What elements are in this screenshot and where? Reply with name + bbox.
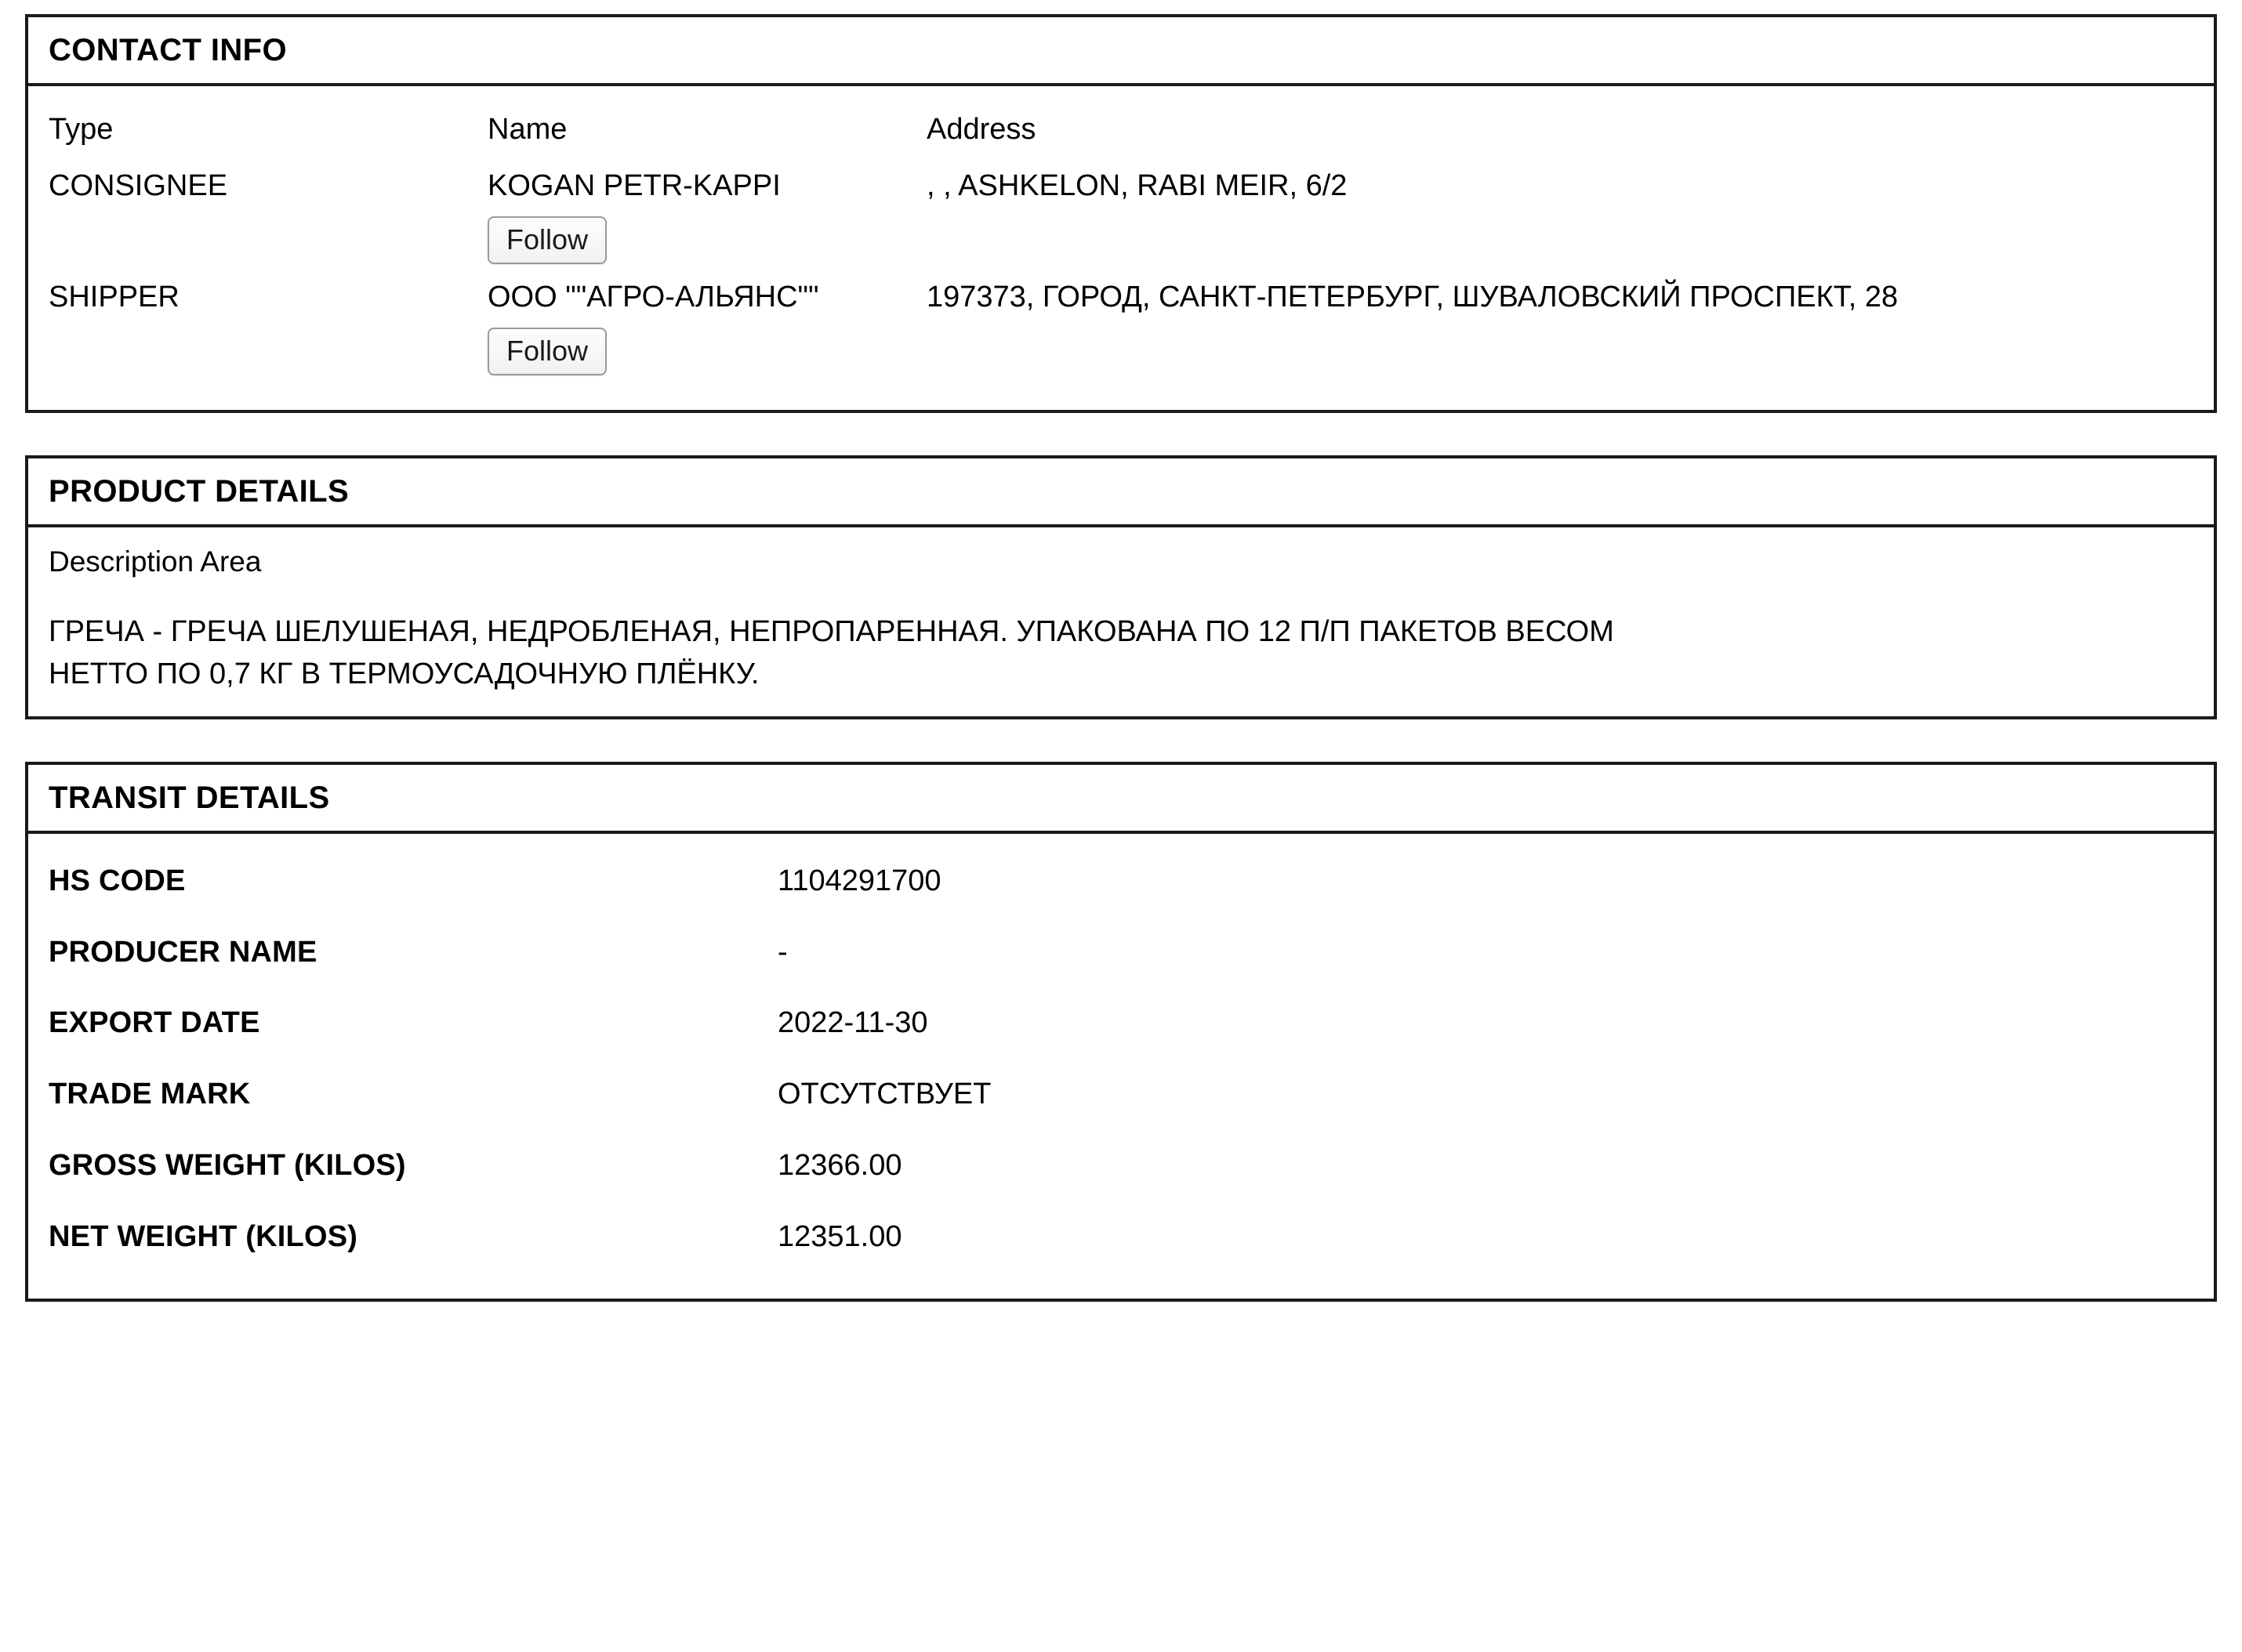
- contact-info-title: CONTACT INFO: [49, 33, 288, 67]
- transit-label-net-weight: NET WEIGHT (KILOS): [49, 1219, 358, 1253]
- transit-label-export-date: EXPORT DATE: [49, 1006, 260, 1040]
- contact-address: 197373, ГОРОД, САНКТ-ПЕТЕРБУРГ, ШУВАЛОВСКИЙ ПРОСПЕКТ, 28: [927, 281, 1899, 314]
- transit-label-gross-weight: GROSS WEIGHT (KILOS): [49, 1148, 406, 1182]
- transit-value-trade-mark: ОТСУТСТВУЕТ: [778, 1078, 992, 1111]
- column-header-address: Address: [927, 113, 1036, 146]
- table-row: [49, 167, 2193, 278]
- transit-label-producer-name: PRODUCER NAME: [49, 935, 317, 969]
- column-header-name: Name: [488, 113, 568, 146]
- contact-info-header: [28, 17, 2214, 86]
- contact-name-cell: [488, 167, 927, 278]
- contact-info-body: [28, 86, 2214, 410]
- description-area-text: ГРЕЧА - ГРЕЧА ШЕЛУШЕНАЯ, НЕДРОБЛЕНАЯ, НЕПРОПАРЕННАЯ. УПАКОВАНА ПО 12 П/П ПАКЕТОВ ВЕСОМ НЕТТО ПО 0,7 КГ В ТЕРМОУСАДОЧНУЮ ПЛЁНКУ.: [49, 614, 1614, 690]
- table-header-row: [49, 103, 2193, 167]
- contact-name-cell: [488, 278, 927, 389]
- transit-value-producer-name: -: [778, 935, 788, 969]
- follow-button[interactable]: Follow: [488, 328, 607, 376]
- transit-details-header: [28, 765, 2214, 834]
- contact-address: , , ASHKELON, RABI MEIR, 6/2: [927, 169, 1348, 202]
- contact-name: KOGAN PETR-KAPPI: [488, 169, 781, 202]
- table-row: [49, 1064, 2193, 1136]
- transit-details-body: [28, 834, 2214, 1299]
- transit-details-table: [49, 851, 2193, 1278]
- table-row: [49, 1207, 2193, 1278]
- transit-details-title: TRANSIT DETAILS: [49, 780, 330, 815]
- product-details-body: [28, 527, 2214, 716]
- product-details-header: [28, 458, 2214, 527]
- description-area-label: Description Area: [49, 545, 262, 578]
- contact-info-card: [25, 14, 2217, 413]
- follow-button[interactable]: Follow: [488, 216, 607, 265]
- table-row: [49, 922, 2193, 994]
- transit-value-export-date: 2022-11-30: [778, 1006, 928, 1040]
- table-row: [49, 278, 2193, 389]
- contact-info-table: [49, 103, 2193, 389]
- column-header-type: Type: [49, 113, 114, 146]
- transit-label-hs-code: HS CODE: [49, 864, 186, 897]
- transit-details-card: [25, 762, 2217, 1302]
- transit-value-net-weight: 12351.00: [778, 1219, 902, 1253]
- contact-type: CONSIGNEE: [49, 169, 228, 202]
- product-details-title: PRODUCT DETAILS: [49, 474, 350, 509]
- table-row: [49, 993, 2193, 1064]
- contact-type: SHIPPER: [49, 281, 180, 314]
- product-details-card: [25, 455, 2217, 719]
- transit-value-hs-code: 1104291700: [778, 864, 941, 897]
- table-row: [49, 851, 2193, 922]
- transit-label-trade-mark: TRADE MARK: [49, 1078, 251, 1111]
- table-row: [49, 1136, 2193, 1207]
- contact-name: ООО ""АГРО-АЛЬЯНС"": [488, 281, 819, 314]
- transit-value-gross-weight: 12366.00: [778, 1148, 902, 1182]
